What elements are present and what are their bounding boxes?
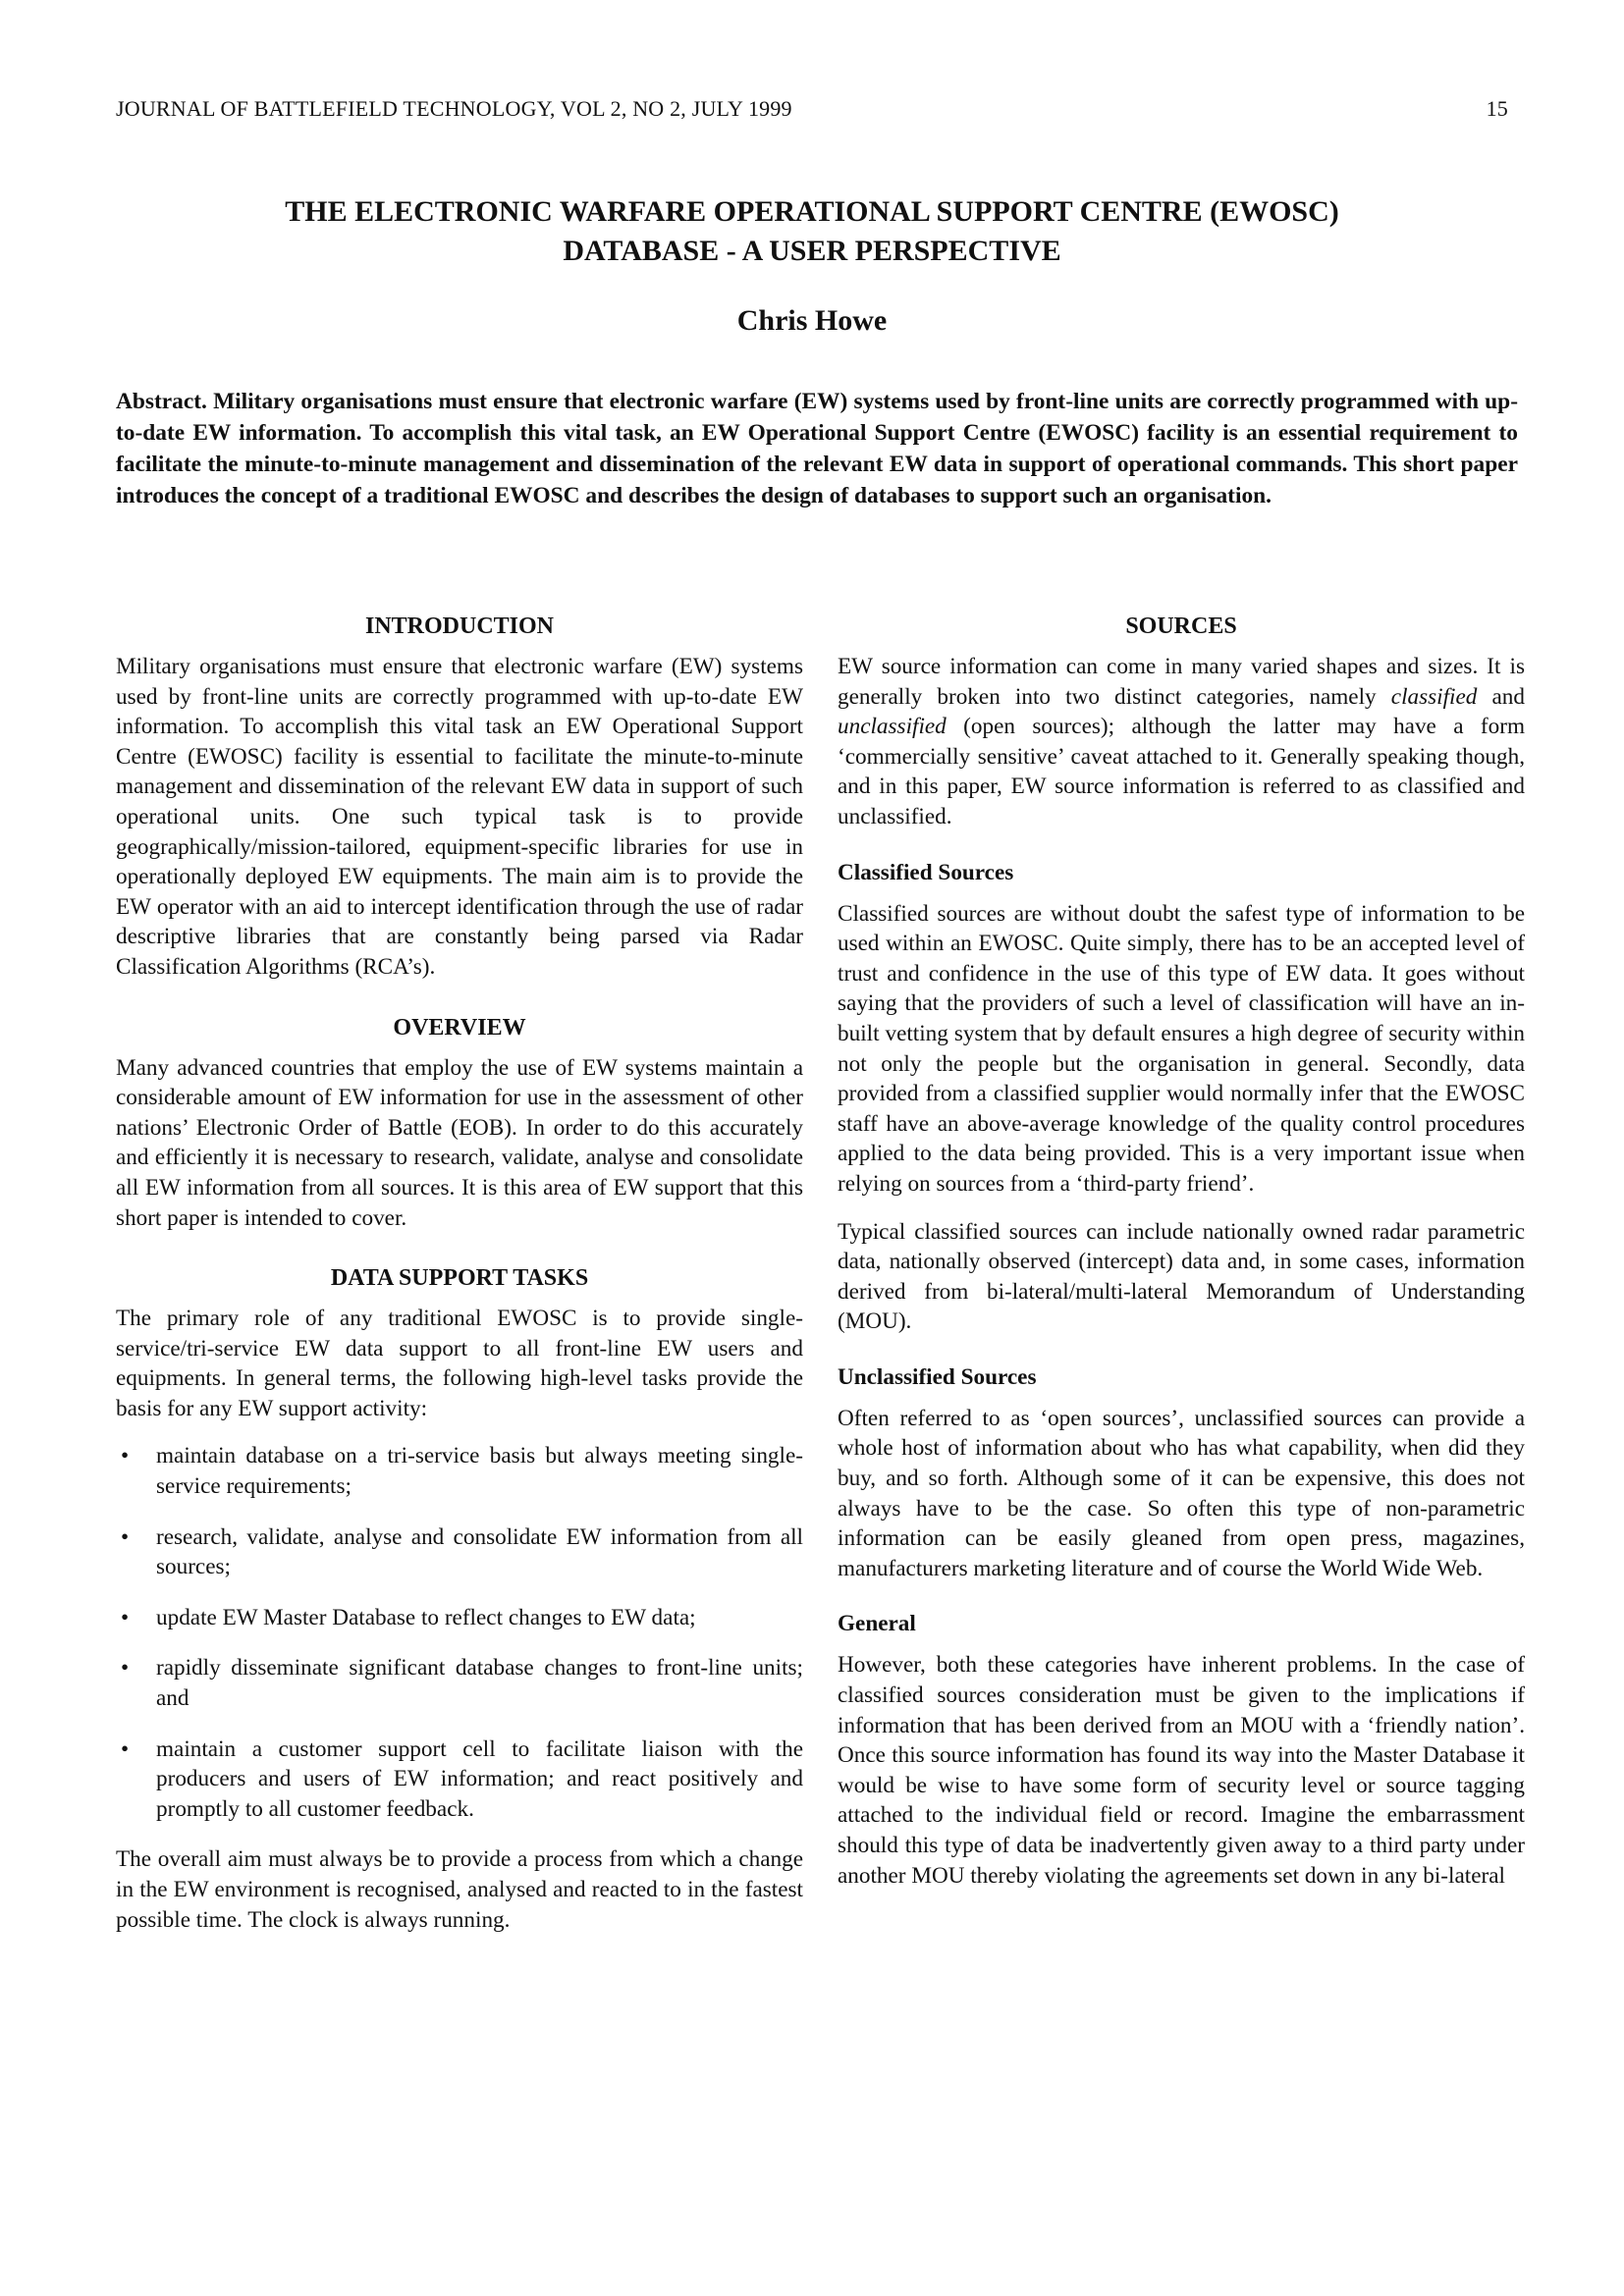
general-section (838, 1609, 1525, 1891)
list-item (116, 1735, 803, 1825)
running-header (116, 96, 1508, 122)
bullet-icon: • (121, 1735, 130, 1762)
title-line-2: DATABASE - A USER PERSPECTIVE (563, 235, 1061, 267)
list-item-text: maintain a customer support cell to facilitate liaison with the producers and users of EW information; and react positively and promptly to all customer feedback. (156, 1735, 803, 1822)
unclassified-sources-heading: Unclassified Sources (838, 1363, 1037, 1390)
unclassified-term: unclassified (838, 714, 947, 740)
data-support-closing: The overall aim must always be to provide a process from which a change in the EW environment is recognised, analysed and reacted to in the fastest possible time. The clock is always running. (116, 1846, 803, 1933)
sources-text-and: and (1477, 683, 1525, 710)
sources-text-end: (open sources); although the latter may have a form ‘commercially sensitive’ caveat attached to it. Generally speaking though, and in this paper, EW source information is referred to as classified and unclassified. (838, 714, 1525, 829)
sources-paragraph (838, 652, 1525, 832)
list-item-text: research, validate, analyse and consolidate EW information from all sources; (156, 1523, 803, 1580)
author-name: Chris Howe (736, 304, 888, 337)
paper-title (116, 192, 1508, 271)
unclassified-sources-paragraph: Often referred to as ‘open sources’, unclassified sources can provide a whole host of information about who has what capability, when did they buy, and so forth. Although some of it can be expensive, this does not always have to be the case. So often this type of non-parametric information can be easily gleaned from open press, magazines, manufacturers marketing literature and of course the World Wide Web. (838, 1405, 1525, 1581)
list-item-text: update EW Master Database to reflect changes to EW data; (156, 1604, 696, 1630)
general-heading: General (838, 1611, 916, 1637)
left-column (116, 611, 803, 1952)
title-line-1: THE ELECTRONIC WARFARE OPERATIONAL SUPPORT CENTRE (EWOSC) (285, 195, 1339, 228)
classified-sources-paragraph-2: Typical classified sources can include nationally owned radar parametric data, nationally observed (intercept) data and, in some cases, information derived from bi-lateral/multi-lateral Memorandum of Understanding (MOU). (838, 1218, 1525, 1335)
bullet-icon: • (121, 1604, 130, 1630)
sources-text-start: EW source information can come in many varied shapes and sizes. It is generally broken into two distinct categories, namely (838, 654, 1525, 710)
overview-paragraph: Many advanced countries that employ the use of EW systems maintain a considerable amount of EW information for use in the assessment of other nations’ Electronic Order of Battle (EOB). In order to do this accurately and efficiently it is necessary to research, validate, analyse and consolidate all EW information from all sources. It is this area of EW support that this short paper is intended to cover. (116, 1054, 803, 1231)
classified-sources-paragraph-1: Classified sources are without doubt the safest type of information to be used within an EWOSC. Quite simply, there has to be an accepted level of trust and confidence in the use of this type of EW data. It goes without saying that the providers of such a level of classification will have an in-built vetting system that by default ensures a high degree of security within not only the people but the organisation in general. Secondly, data provided from a classified supplier would normally infer that the EWOSC staff have an above-average knowledge of the quality control procedures applied to the data being provided. This is a very important issue when relying on sources from a ‘third-party friend’. (838, 900, 1525, 1197)
bullet-icon: • (121, 1655, 130, 1682)
list-item-text: maintain database on a tri-service basis but always meeting single-service requirements; (156, 1443, 803, 1500)
introduction-heading: INTRODUCTION (364, 614, 555, 639)
classified-sources-heading: Classified Sources (838, 859, 1014, 885)
task-list (116, 1441, 803, 1824)
overview-section (116, 1012, 803, 1234)
sources-heading: SOURCES (1125, 614, 1237, 639)
unclassified-sources-section (838, 1362, 1525, 1584)
list-item (116, 1603, 803, 1633)
data-support-section (116, 1262, 803, 1935)
right-column (838, 611, 1525, 1908)
page-number: 15 (1486, 96, 1508, 121)
introduction-paragraph: Military organisations must ensure that electronic warfare (EW) systems used by front-line units are correctly programmed with up-to-date EW information. To accomplish this vital task an EW Operational Support Centre (EWOSC) facility is essential to facilitate the minute-to-minute management and dissemination of the relevant EW data in support of such operational units. One such typical task is to provide geographically/mission-tailored, equipment-specific libraries for use in operationally deployed EW equipments. The main aim is to provide the EW operator with an aid to intercept identification through the use of radar descriptive libraries that are constantly being parsed via Radar Classification Algorithms (RCA’s). (116, 654, 803, 980)
classified-term: classified (1390, 683, 1478, 710)
journal-citation: JOURNAL OF BATTLEFIELD TECHNOLOGY, VOL 2, NO 2, JULY 1999 (116, 96, 792, 121)
introduction-section (116, 611, 803, 983)
list-item (116, 1522, 803, 1582)
list-item (116, 1653, 803, 1713)
list-item-text: rapidly disseminate significant database changes to front-line units; and (156, 1655, 803, 1712)
bullet-icon: • (121, 1523, 130, 1550)
abstract: Abstract. Military organisations must ensure that electronic warfare (EW) systems used by front-line units are correctly programmed with up-to-date EW information. To accomplish this vital task, an EW Operational Support Centre (EWOSC) facility is an essential requirement to facilitate the minute-to-minute management and dissemination of the relevant EW data in support of operational commands. This short paper introduces the concept of a traditional EWOSC and describes the design of databases to support such an organisation. (116, 389, 1518, 508)
data-support-heading: DATA SUPPORT TASKS (330, 1265, 589, 1292)
general-paragraph: However, both these categories have inherent problems. In the case of classified sources consideration must be given to the implications if information that has been derived from an MOU with a ‘friendly nation’. Once this source information has found its way into the Master Database it would be wise to have some form of security level or source tagging attached to the individual field or record. Imagine the embarrassment should this type of data be inadvertently given away to a third party under another MOU thereby violating the agreements set down in any bi-lateral (838, 1652, 1525, 1889)
bullet-icon: • (121, 1443, 130, 1469)
sources-section (838, 611, 1525, 832)
data-support-intro: The primary role of any traditional EWOSC is to provide single-service/tri-service EW data support to all front-line EW users and equipments. In general terms, the following high-level tasks provide the basis for any EW support activity: (116, 1306, 803, 1421)
overview-heading: OVERVIEW (393, 1014, 526, 1041)
classified-sources-section (838, 858, 1525, 1337)
list-item (116, 1441, 803, 1501)
